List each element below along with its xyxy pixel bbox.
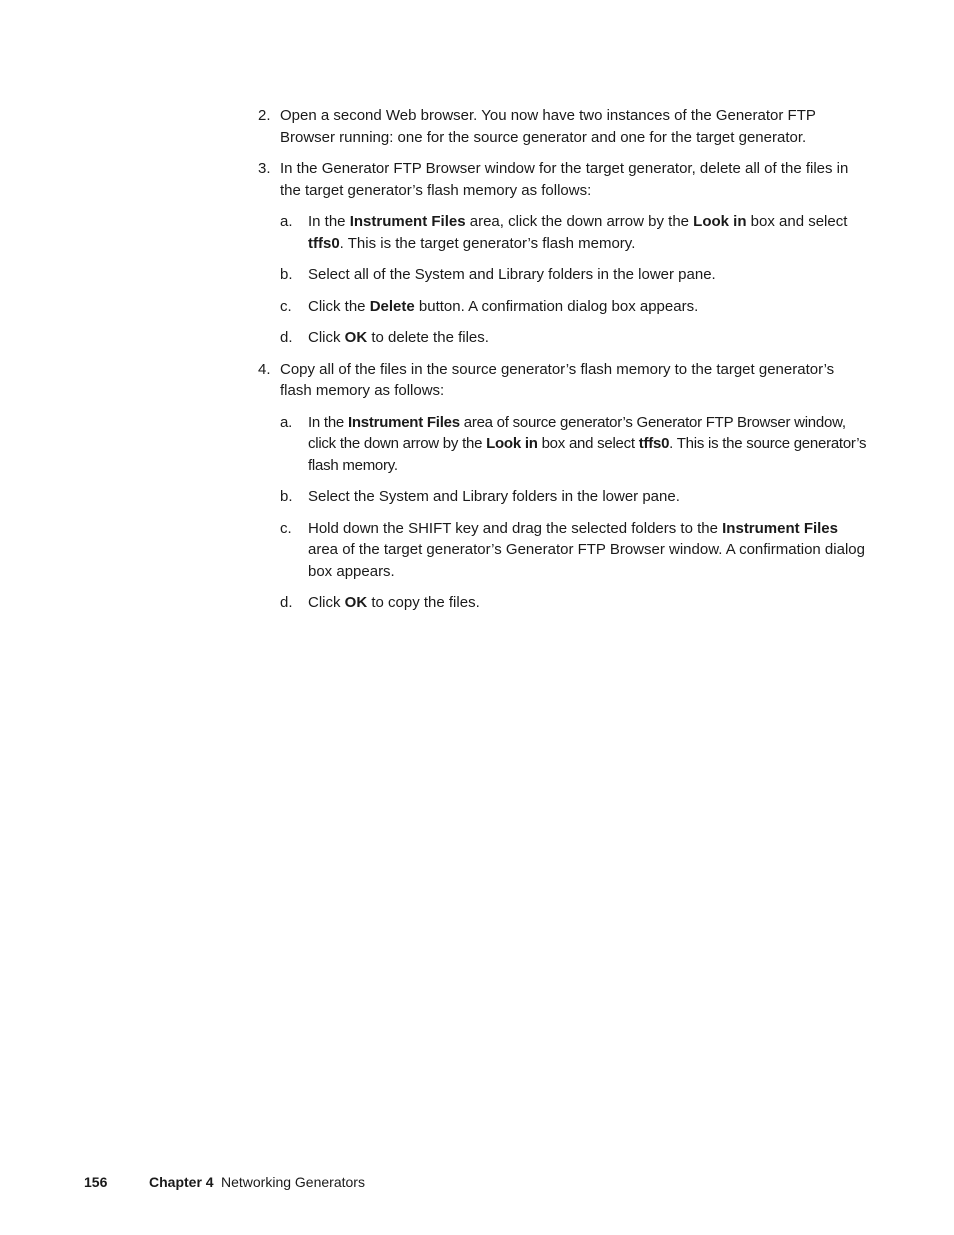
text-run: Select all of the System and Library folders in the lower pane. [308,266,716,283]
chapter-title: Networking Generators [221,1174,365,1190]
substep-item [280,518,870,583]
substep-letter: c. [280,297,292,315]
bold-term: Look in [693,213,747,230]
text-run: to delete the files. [367,329,489,346]
substep-letter: d. [280,594,293,611]
substep-letter: b. [280,488,293,505]
text-run: area, click the down arrow by the [465,213,694,230]
text-run: Copy all of the files in the source generator’s flash memory to the target generator’s flash memory as follows: [280,360,835,399]
bold-term: Delete [369,297,415,315]
text-run: In the Generator FTP Browser window for the target generator, delete all of the files in the target generator’s flash memory as follows: [280,160,849,199]
page-number: 156 [84,1174,108,1190]
text-run: area of source generator’s Generator FTP Browser window, click the down arrow by the [308,413,846,452]
substep-letter: a. [280,213,293,230]
text-run: to copy the files. [367,594,480,611]
substep-text [308,264,870,286]
substep-letter: a. [280,413,293,431]
substep-item [280,296,870,318]
substep-list [280,412,870,614]
substep-item [280,486,870,508]
substep-text [308,592,870,614]
substep-letter: c. [280,519,292,537]
text-run: Click [308,329,345,346]
step-item [258,359,870,614]
procedure-content [258,105,870,624]
chapter-label: Chapter 4 [149,1174,214,1190]
substep-text [308,518,870,583]
bold-term: tffs0 [638,435,670,452]
text-run: Select the System and Library folders in the lower pane. [308,488,680,505]
text-run: Click [308,594,345,611]
substep-letter: d. [280,329,293,346]
substep-text [308,211,870,254]
text-run: . This is the target generator’s flash memory. [339,234,636,252]
substep-item [280,211,870,254]
substep-text [308,486,870,508]
text-run: Open a second Web browser. You now have two instances of the Generator FTP Browser running: one for the source generator and one for the target generator. [280,107,816,146]
substep-text [308,327,870,349]
text-run: Hold down the SHIFT key and drag the selected folders to the [308,519,723,537]
substep-text [308,412,870,477]
text-run: box and select [537,435,639,452]
bold-term: OK [344,329,368,346]
substep-item [280,412,870,477]
bold-term: Instrument Files [722,519,838,537]
bold-term: OK [344,594,368,611]
bold-term: tffs0 [308,234,340,252]
text-run: . This is the source generator’s flash memory. [308,435,867,474]
substep-item [280,327,870,349]
text-run: area of the target generator’s Generator FTP Browser window. A confirmation dialog box appears. [308,541,865,580]
text-run: In the [308,413,348,431]
step-text [280,359,870,402]
step-item [258,105,870,148]
step-item [258,158,870,349]
bold-term: Instrument Files [347,413,460,431]
text-run: In the [308,213,350,230]
text-run: Click the [308,297,370,315]
bold-term: Look in [486,435,538,452]
substep-text [308,296,870,318]
step-number: 3. [258,160,271,177]
substep-list [280,211,870,349]
bold-term: Instrument Files [349,213,466,230]
text-run: box and select [746,213,848,230]
substep-letter: b. [280,266,293,283]
substep-item [280,264,870,286]
substep-item [280,592,870,614]
step-number: 2. [258,107,271,124]
step-number: 4. [258,360,271,378]
step-text [280,105,870,148]
text-run: button. A confirmation dialog box appears. [414,297,699,315]
step-text [280,158,870,201]
